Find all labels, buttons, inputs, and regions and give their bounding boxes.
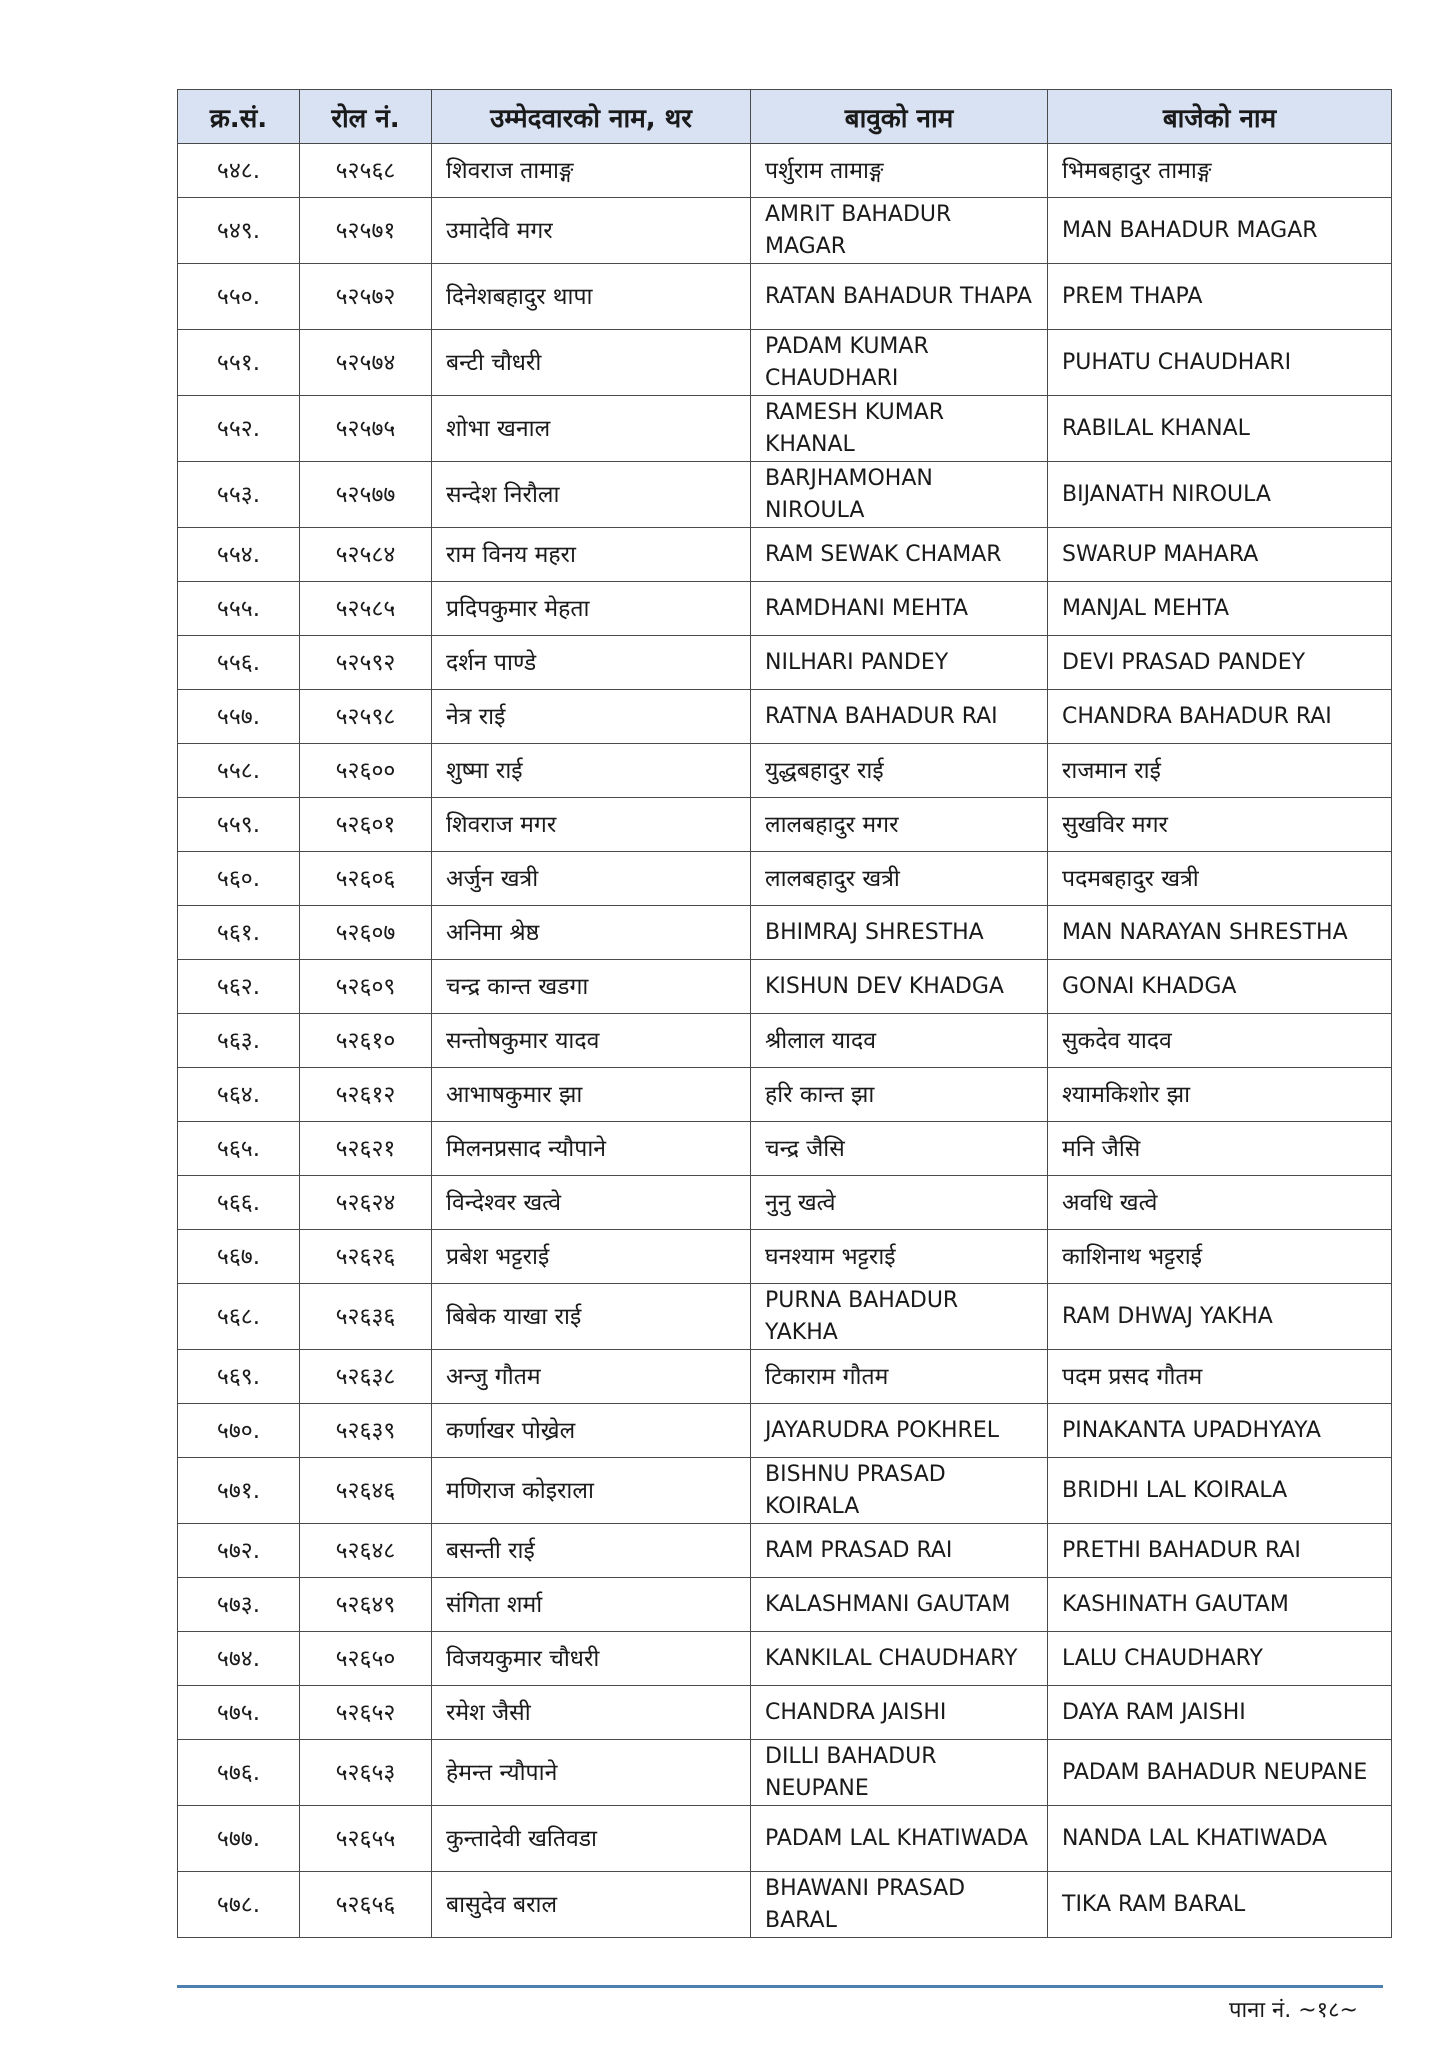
table-row [178,636,1392,690]
cell-grandfather-name: TIKA RAM BARAL [1048,1872,1392,1938]
cell-candidate-name: बासुदेव बराल [432,1872,751,1938]
cell-candidate-name: बन्टी चौधरी [432,330,751,396]
table-row [178,960,1392,1014]
table-row [178,1230,1392,1284]
cell-grandfather-name: LALU CHAUDHARY [1048,1632,1392,1686]
cell-serial: ५४९. [178,198,300,264]
cell-serial: ५५७. [178,690,300,744]
cell-candidate-name: चन्द्र कान्त खडगा [432,960,751,1014]
cell-grandfather-name: काशिनाथ भट्टराई [1048,1230,1392,1284]
table-row [178,852,1392,906]
table-row [178,528,1392,582]
cell-serial: ५६४. [178,1068,300,1122]
table-row [178,582,1392,636]
cell-serial: ५७७. [178,1806,300,1872]
cell-grandfather-name: मनि जैसि [1048,1122,1392,1176]
cell-serial: ५७१. [178,1458,300,1524]
table-row [178,396,1392,462]
cell-candidate-name: कर्णाखर पोख्रेल [432,1404,751,1458]
cell-serial: ५५०. [178,264,300,330]
cell-grandfather-name: पदमबहादुर खत्री [1048,852,1392,906]
cell-roll: ५२६०९ [300,960,432,1014]
cell-roll: ५२६१२ [300,1068,432,1122]
cell-grandfather-name: सुखविर मगर [1048,798,1392,852]
cell-father-name: श्रीलाल यादव [751,1014,1048,1068]
table-row [178,798,1392,852]
cell-father-name: हरि कान्त झा [751,1068,1048,1122]
cell-grandfather-name: GONAI KHADGA [1048,960,1392,1014]
table-row [178,1578,1392,1632]
table-row [178,1014,1392,1068]
cell-candidate-name: उमादेवि मगर [432,198,751,264]
cell-father-name: RAM PRASAD RAI [751,1524,1048,1578]
cell-candidate-name: आभाषकुमार झा [432,1068,751,1122]
cell-father-name: RATNA BAHADUR RAI [751,690,1048,744]
table-row [178,1068,1392,1122]
table-row [178,690,1392,744]
cell-grandfather-name: MAN NARAYAN SHRESTHA [1048,906,1392,960]
cell-roll: ५२६०७ [300,906,432,960]
cell-grandfather-name: PRETHI BAHADUR RAI [1048,1524,1392,1578]
cell-roll: ५२६५३ [300,1740,432,1806]
cell-grandfather-name: RABILAL KHANAL [1048,396,1392,462]
table-row [178,198,1392,264]
cell-serial: ५६७. [178,1230,300,1284]
cell-roll: ५२५७५ [300,396,432,462]
cell-roll: ५२६२४ [300,1176,432,1230]
cell-father-name: नुनु खत्वे [751,1176,1048,1230]
cell-roll: ५२५७२ [300,264,432,330]
cell-roll: ५२६३८ [300,1350,432,1404]
cell-candidate-name: शिवराज तामाङ्ग [432,144,751,198]
table-row [178,264,1392,330]
cell-roll: ५२६४६ [300,1458,432,1524]
table-row [178,144,1392,198]
cell-serial: ५५२. [178,396,300,462]
table-row [178,1458,1392,1524]
cell-roll: ५२५७४ [300,330,432,396]
cell-roll: ५२६२६ [300,1230,432,1284]
cell-father-name: चन्द्र जैसि [751,1122,1048,1176]
cell-grandfather-name: पदम प्रसद गौतम [1048,1350,1392,1404]
cell-candidate-name: बिबेक याखा राई [432,1284,751,1350]
cell-roll: ५२६५२ [300,1686,432,1740]
header-row [178,90,1392,144]
table-row [178,744,1392,798]
cell-candidate-name: विन्देश्वर खत्वे [432,1176,751,1230]
cell-candidate-name: शिवराज मगर [432,798,751,852]
cell-roll: ५२६०० [300,744,432,798]
cell-roll: ५२६५५ [300,1806,432,1872]
cell-father-name: BHAWANI PRASAD BARAL [751,1872,1048,1938]
cell-roll: ५२६५६ [300,1872,432,1938]
cell-roll: ५२६१० [300,1014,432,1068]
cell-serial: ५६५. [178,1122,300,1176]
cell-grandfather-name: सुकदेव यादव [1048,1014,1392,1068]
cell-serial: ५६३. [178,1014,300,1068]
table-row [178,1404,1392,1458]
cell-serial: ५७८. [178,1872,300,1938]
cell-father-name: CHANDRA JAISHI [751,1686,1048,1740]
cell-roll: ५२६०१ [300,798,432,852]
cell-candidate-name: संगिता शर्मा [432,1578,751,1632]
cell-candidate-name: अनिमा श्रेष्ठ [432,906,751,960]
cell-serial: ५६१. [178,906,300,960]
cell-roll: ५२५७१ [300,198,432,264]
cell-roll: ५२५६८ [300,144,432,198]
header-father-name: बावुको नाम [751,90,1048,144]
table-row [178,1524,1392,1578]
cell-candidate-name: दर्शन पाण्डे [432,636,751,690]
page-number: पाना नं. ~१८~ [1228,1998,1358,2023]
header-candidate-name: उम्मेदवारको नाम, थर [432,90,751,144]
cell-roll: ५२६५० [300,1632,432,1686]
cell-serial: ५५१. [178,330,300,396]
cell-father-name: RAMDHANI MEHTA [751,582,1048,636]
cell-grandfather-name: KASHINATH GAUTAM [1048,1578,1392,1632]
cell-candidate-name: सन्देश निरौला [432,462,751,528]
table-row [178,1122,1392,1176]
cell-grandfather-name: DAYA RAM JAISHI [1048,1686,1392,1740]
cell-father-name: लालबहादुर खत्री [751,852,1048,906]
cell-serial: ५५८. [178,744,300,798]
cell-grandfather-name: MANJAL MEHTA [1048,582,1392,636]
cell-roll: ५२६३६ [300,1284,432,1350]
cell-father-name: RAMESH KUMAR KHANAL [751,396,1048,462]
table-row [178,1686,1392,1740]
cell-father-name: PADAM LAL KHATIWADA [751,1806,1048,1872]
cell-serial: ५७२. [178,1524,300,1578]
cell-father-name: घनश्याम भट्टराई [751,1230,1048,1284]
cell-serial: ५५३. [178,462,300,528]
cell-grandfather-name: CHANDRA BAHADUR RAI [1048,690,1392,744]
cell-roll: ५२५९८ [300,690,432,744]
cell-roll: ५२५७७ [300,462,432,528]
cell-serial: ५७४. [178,1632,300,1686]
cell-candidate-name: शोभा खनाल [432,396,751,462]
cell-serial: ५६२. [178,960,300,1014]
cell-serial: ५६९. [178,1350,300,1404]
cell-father-name: BHIMRAJ SHRESTHA [751,906,1048,960]
cell-candidate-name: दिनेशबहादुर थापा [432,264,751,330]
cell-candidate-name: नेत्र राई [432,690,751,744]
cell-serial: ५६०. [178,852,300,906]
cell-serial: ५७६. [178,1740,300,1806]
cell-father-name: AMRIT BAHADUR MAGAR [751,198,1048,264]
cell-roll: ५२५९२ [300,636,432,690]
cell-father-name: RATAN BAHADUR THAPA [751,264,1048,330]
table-row [178,1350,1392,1404]
cell-candidate-name: बसन्ती राई [432,1524,751,1578]
result-table [177,89,1392,1938]
cell-roll: ५२६३९ [300,1404,432,1458]
cell-roll: ५२६४९ [300,1578,432,1632]
cell-father-name: टिकाराम गौतम [751,1350,1048,1404]
cell-father-name: BISHNU PRASAD KOIRALA [751,1458,1048,1524]
cell-father-name: DILLI BAHADUR NEUPANE [751,1740,1048,1806]
cell-grandfather-name: RAM DHWAJ YAKHA [1048,1284,1392,1350]
cell-grandfather-name: श्यामकिशोर झा [1048,1068,1392,1122]
table-row [178,1872,1392,1938]
cell-grandfather-name: PUHATU CHAUDHARI [1048,330,1392,396]
cell-grandfather-name: PADAM BAHADUR NEUPANE [1048,1740,1392,1806]
cell-serial: ५५६. [178,636,300,690]
cell-candidate-name: अन्जु गौतम [432,1350,751,1404]
cell-roll: ५२५८५ [300,582,432,636]
header-grandfather-name: बाजेको नाम [1048,90,1392,144]
cell-grandfather-name: अवधि खत्वे [1048,1176,1392,1230]
cell-serial: ५५४. [178,528,300,582]
cell-candidate-name: मिलनप्रसाद न्यौपाने [432,1122,751,1176]
table-row [178,906,1392,960]
cell-father-name: KANKILAL CHAUDHARY [751,1632,1048,1686]
table-row [178,1284,1392,1350]
table-row [178,1632,1392,1686]
cell-father-name: NILHARI PANDEY [751,636,1048,690]
cell-grandfather-name: राजमान राई [1048,744,1392,798]
table-row [178,462,1392,528]
cell-grandfather-name: SWARUP MAHARA [1048,528,1392,582]
cell-candidate-name: सन्तोषकुमार यादव [432,1014,751,1068]
cell-serial: ५५९. [178,798,300,852]
cell-candidate-name: राम विनय महरा [432,528,751,582]
cell-father-name: PURNA BAHADUR YAKHA [751,1284,1048,1350]
cell-candidate-name: विजयकुमार चौधरी [432,1632,751,1686]
cell-father-name: PADAM KUMAR CHAUDHARI [751,330,1048,396]
footer-divider [177,1985,1383,1988]
cell-serial: ५५५. [178,582,300,636]
cell-father-name: KISHUN DEV KHADGA [751,960,1048,1014]
cell-father-name: KALASHMANI GAUTAM [751,1578,1048,1632]
cell-grandfather-name: BIJANATH NIROULA [1048,462,1392,528]
table-row [178,1806,1392,1872]
cell-roll: ५२६४८ [300,1524,432,1578]
cell-roll: ५२५८४ [300,528,432,582]
cell-roll: ५२६०६ [300,852,432,906]
cell-serial: ५७०. [178,1404,300,1458]
cell-grandfather-name: भिमबहादुर तामाङ्ग [1048,144,1392,198]
cell-candidate-name: रमेश जैसी [432,1686,751,1740]
cell-serial: ५६६. [178,1176,300,1230]
cell-grandfather-name: PREM THAPA [1048,264,1392,330]
cell-grandfather-name: BRIDHI LAL KOIRALA [1048,1458,1392,1524]
cell-serial: ५७३. [178,1578,300,1632]
cell-grandfather-name: NANDA LAL KHATIWADA [1048,1806,1392,1872]
cell-grandfather-name: PINAKANTA UPADHYAYA [1048,1404,1392,1458]
cell-serial: ५६८. [178,1284,300,1350]
table-row [178,330,1392,396]
cell-candidate-name: कुन्तादेवी खतिवडा [432,1806,751,1872]
cell-candidate-name: अर्जुन खत्री [432,852,751,906]
cell-father-name: RAM SEWAK CHAMAR [751,528,1048,582]
header-serial: क्र.सं. [178,90,300,144]
cell-father-name: युद्धबहादुर राई [751,744,1048,798]
cell-grandfather-name: MAN BAHADUR MAGAR [1048,198,1392,264]
cell-serial: ५७५. [178,1686,300,1740]
header-roll: रोल नं. [300,90,432,144]
table-row [178,1740,1392,1806]
cell-father-name: लालबहादुर मगर [751,798,1048,852]
cell-candidate-name: मणिराज कोइराला [432,1458,751,1524]
cell-grandfather-name: DEVI PRASAD PANDEY [1048,636,1392,690]
table-body [178,144,1392,1938]
cell-candidate-name: हेमन्त न्यौपाने [432,1740,751,1806]
cell-candidate-name: प्रदिपकुमार मेहता [432,582,751,636]
table-row [178,1176,1392,1230]
cell-father-name: पर्शुराम तामाङ्ग [751,144,1048,198]
cell-candidate-name: शुष्मा राई [432,744,751,798]
cell-father-name: JAYARUDRA POKHREL [751,1404,1048,1458]
cell-serial: ५४८. [178,144,300,198]
cell-father-name: BARJHAMOHAN NIROULA [751,462,1048,528]
cell-roll: ५२६२१ [300,1122,432,1176]
cell-candidate-name: प्रबेश भट्टराई [432,1230,751,1284]
